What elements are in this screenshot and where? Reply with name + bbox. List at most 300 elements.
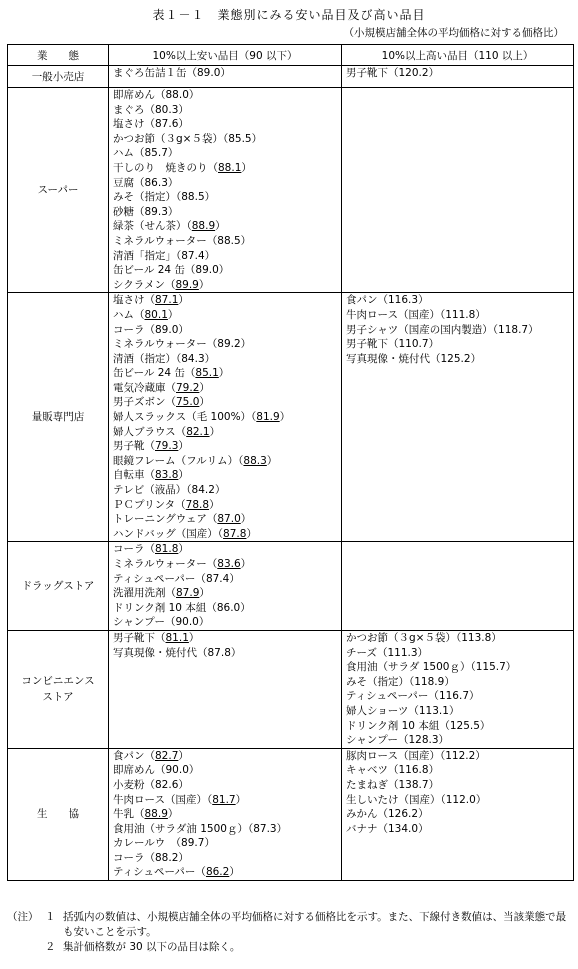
cheap-item [113,851,341,866]
cheap-item [113,66,341,81]
price-ratio: 125.5 [449,719,480,732]
price-ratio: 125.2 [440,352,471,365]
item-name: トレーニングウェア（ [113,513,218,526]
price-ratio: 82.6 [155,778,179,791]
item-name: 婦人スラックス（毛 100%）（ [113,411,257,424]
expensive-item [346,719,573,734]
item-name: ミネラルウォーター（ [113,234,218,247]
lowest-price-ratio: 88.9 [144,808,168,821]
item-name: たまねぎ（ [346,778,399,791]
closing-paren: ） [417,646,429,659]
cheap-items-cell [109,542,342,631]
lowest-price-ratio: 81.1 [165,631,189,644]
lowest-price-ratio: 88.3 [243,454,267,467]
closing-paren: ） [167,176,179,189]
price-ratio: 85.7 [144,147,168,160]
cheap-item [113,601,341,616]
closing-paren: ） [229,866,240,879]
footnote [7,910,573,940]
item-name: 清酒「指定」（ [113,249,182,262]
price-ratio: 87.8 [207,646,231,659]
cheap-item [113,117,341,132]
cheap-item [113,468,341,483]
item-name: 洗濯用洗剤（ [113,587,176,600]
price-ratio: 89.0 [197,67,221,79]
item-name: ミネラルウォーター（ [113,558,218,570]
lowest-price-ratio: 87.0 [217,513,241,526]
cheap-item [113,323,341,338]
closing-paren: ） [240,558,252,570]
expensive-item [346,66,573,81]
closing-paren: ） [204,837,215,850]
cheap-item [113,88,341,103]
cheap-item [113,190,341,205]
lowest-price-ratio: 85.1 [195,367,219,380]
price-ratio: 116.3 [388,294,419,307]
lowest-price-ratio: 87.1 [155,294,179,307]
item-name: 牛肉ロース（国産）（ [346,308,446,321]
closing-paren: ） [178,440,189,453]
item-name: コーラ（ [113,323,155,336]
closing-paren: ） [198,616,210,629]
cheap-items-cell [109,630,342,748]
closing-paren: ） [240,513,252,526]
expensive-item [346,763,573,778]
item-name: シクラメン（ [113,278,176,291]
closing-paren: ） [276,822,288,835]
cheap-item [113,103,341,118]
item-name: 塩さけ（ [113,294,155,307]
table-row [8,293,574,542]
lowest-price-ratio: 79.2 [176,381,200,394]
cheap-item [113,146,341,161]
price-ratio: 118.9 [414,675,445,688]
cheap-item [113,132,341,147]
closing-paren: ） [475,749,486,762]
cheap-item [113,572,341,587]
closing-paren: ） [444,675,455,688]
cheap-item [113,483,341,498]
closing-paren: ） [246,527,257,540]
closing-paren: ） [428,67,440,79]
item-name: 缶ビール 24 缶（ [113,264,196,277]
closing-paren: ） [199,381,210,394]
closing-paren: ） [235,793,247,806]
closing-paren: ） [204,191,216,204]
price-ratio: 134.0 [388,822,419,835]
item-name: コーラ（ [113,543,155,556]
price-comparison-table [7,44,574,881]
closing-paren: ） [167,308,179,321]
price-ratio: 89.0 [155,323,179,336]
cheap-item [113,395,341,410]
closing-paren: ） [448,704,460,717]
business-type-cell: スーパー [8,88,109,293]
expensive-item [346,778,573,793]
item-name: 食パン（ [113,749,155,762]
closing-paren: ） [188,764,200,777]
price-ratio: 88.0 [165,89,189,101]
expensive-item [346,323,573,338]
cheap-item [113,586,341,601]
item-name: まぐろ缶詰１缶（ [113,67,197,79]
closing-paren: ） [209,498,220,511]
item-name: 砂糖（ [113,205,145,218]
price-ratio: 84.2 [191,484,215,497]
closing-paren: ） [178,851,189,864]
closing-paren: ） [215,220,226,233]
closing-paren: ） [241,161,252,174]
closing-paren: ） [178,543,189,556]
cheap-item [113,219,341,234]
price-ratio: 90.0 [175,616,199,629]
expensive-item [346,293,573,308]
item-name: 豆腐（ [113,176,145,189]
cheap-items-cell [109,88,342,293]
expensive-item [346,352,573,367]
item-name: まぐろ（ [113,103,155,116]
footnote-number: ２ [45,941,56,953]
item-name: コーラ（ [113,851,155,864]
item-name: 婦人ブラウス（ [113,425,187,438]
closing-paren: ） [428,764,440,777]
closing-paren: ） [220,67,231,79]
price-ratio: 111.8 [445,308,476,321]
item-name: みそ（指定）（ [113,191,182,204]
closing-paren: ） [491,631,502,644]
price-ratio: 80.3 [155,103,179,116]
closing-paren: ） [198,278,210,291]
price-ratio: 115.7 [475,661,506,674]
item-name: 生しいたけ（国産）（ [346,793,446,806]
cheap-item [113,527,341,542]
closing-paren: ） [204,352,216,365]
item-name: 干しのり 焼きのり（ [113,161,218,174]
item-name: バナナ（ [346,822,388,835]
cheap-item [113,763,341,778]
item-name: 即席めん（ [113,89,166,101]
item-name: 食パン（ [346,294,388,307]
closing-paren: ） [438,734,450,747]
closing-paren: ） [505,661,517,674]
item-name: ドリンク剤 10 本組（ [113,601,217,614]
closing-paren: ） [204,249,216,262]
item-name: 写真現像・焼付代（ [346,352,441,365]
closing-paren: ） [469,690,480,703]
closing-paren: ） [479,719,491,732]
closing-paren: ） [251,132,263,145]
cheap-item [113,352,341,367]
cheap-item [113,749,341,764]
closing-paren: ） [428,778,440,791]
cheap-item [113,454,341,469]
cheap-item [113,542,341,557]
price-ratio: 87.4 [181,249,205,262]
cheap-item [113,278,341,293]
price-ratio: 116.8 [398,764,429,777]
item-name: チーズ（ [346,646,388,659]
price-ratio: 126.2 [388,808,419,821]
item-name: 眼鏡フレーム（フルリム）（ [113,454,244,467]
lowest-price-ratio: 88.1 [218,161,242,174]
table-row [8,630,574,748]
price-ratio: 89.3 [144,205,168,218]
expensive-item [346,337,573,352]
item-name: ドリンク剤 10 本組（ [346,719,450,732]
cheap-item [113,425,341,440]
item-name: 食用油（サラダ 1500ｇ）（ [346,661,476,674]
expensive-item [346,660,573,675]
expensive-item [346,675,573,690]
lowest-price-ratio: 75.0 [176,396,200,409]
item-name: 豚肉ロース（国産）（ [346,749,446,762]
price-ratio: 110.7 [398,338,429,351]
cheap-item [113,205,341,220]
closing-paren: ） [178,294,189,307]
business-type-line: コンビニエンス [21,675,95,688]
price-ratio: 89.2 [217,338,241,351]
price-ratio: 85.5 [228,132,252,145]
cheap-item [113,381,341,396]
cheap-item [113,293,341,308]
cheap-item [113,439,341,454]
table-row [8,542,574,631]
item-name: かつお節（３g×５袋）（ [346,631,462,644]
expensive-items-cell [342,293,574,542]
item-name: ティシュペーパー（ [113,866,206,879]
cheap-items-cell [109,748,342,880]
cheap-item [113,498,341,513]
item-name: ＰＣプリンタ（ [113,498,186,511]
item-name: 男子靴（ [113,440,155,453]
closing-paren: ） [199,396,210,409]
item-name: みそ（指定）（ [346,675,415,688]
item-name: 牛肉ロース（国産）（ [113,793,213,806]
lowest-price-ratio: 81.7 [212,793,236,806]
closing-paren: ） [188,89,200,101]
item-name: ティシュペーパー（ [346,690,439,703]
closing-paren: ） [188,631,200,644]
closing-paren: ） [418,808,429,821]
item-name: 即席めん（ [113,764,166,777]
expensive-item [346,646,573,661]
price-ratio: 87.3 [253,822,277,835]
closing-paren: ） [266,454,278,467]
closing-paren: ） [240,338,252,351]
lowest-price-ratio: 88.9 [191,220,216,233]
cheap-item [113,249,341,264]
item-name: ハム（ [113,308,145,321]
lowest-price-ratio: 87.8 [223,527,247,540]
closing-paren: ） [178,749,189,762]
lowest-price-ratio: 80.1 [144,308,168,321]
price-ratio: 89.7 [181,837,205,850]
cheap-item [113,615,341,630]
table-row [8,88,574,293]
price-ratio: 88.5 [217,234,241,247]
lowest-price-ratio: 83.8 [155,469,179,482]
cheap-item [113,865,341,880]
price-ratio: 112.0 [445,793,476,806]
item-name: 男子靴下（ [346,67,399,79]
price-ratio: 90.0 [165,764,189,777]
business-type-cell: 一般小売店 [8,66,109,88]
table-subtitle: （小規模店舗全体の平均価格に対する価格比） [343,27,564,39]
cheap-item [113,631,341,646]
cheap-item [113,512,341,527]
closing-paren: ） [428,338,440,351]
closing-paren: ） [418,822,429,835]
closing-paren: ） [167,147,179,160]
expensive-item [346,793,573,808]
expensive-items-cell [342,66,574,88]
item-name: 緑茶（せん茶）（ [113,220,192,233]
lowest-price-ratio: 89.9 [175,278,199,291]
closing-paren: ） [167,808,179,821]
expensive-item [346,689,573,704]
cheap-item [113,337,341,352]
closing-paren: ） [230,646,242,659]
closing-paren: ） [470,352,482,365]
cheap-items-cell [109,66,342,88]
footnote-number: １ [45,911,56,923]
cheap-item [113,308,341,323]
header-cheap-items: 10%以上安い品目（90 以下） [109,45,342,66]
lowest-price-ratio: 83.6 [217,558,241,570]
cheap-item [113,793,341,808]
closing-paren: ） [167,205,179,218]
price-ratio: 113.8 [461,631,492,644]
closing-paren: ） [218,264,230,277]
business-type-line: ストア [42,691,74,704]
business-type-cell: ドラッグストア [8,542,109,631]
closing-paren: ） [178,103,189,116]
price-ratio: 88.5 [181,191,205,204]
item-name: ハム（ [113,147,145,160]
item-name: 婦人ショーツ（ [346,704,419,717]
closing-paren: ） [218,367,230,380]
cheap-item [113,234,341,249]
price-ratio: 111.3 [387,646,418,659]
item-name: 食用油（サラダ油 1500ｇ）（ [113,822,254,835]
cheap-item [113,836,341,851]
table-row [8,66,574,88]
lowest-price-ratio: 81.9 [256,411,280,424]
price-ratio: 86.0 [216,601,241,614]
price-ratio: 84.3 [181,352,205,365]
cheap-item [113,778,341,793]
lowest-price-ratio: 81.8 [155,543,179,556]
closing-paren: ） [178,469,189,482]
item-name: 男子靴下（ [113,631,166,644]
footnote-text: 集計価格数が 30 以下の品目は除く。 [63,941,241,953]
item-name: ミネラルウォーター（ [113,338,218,351]
cheap-items-cell [109,293,342,542]
item-name: 缶ビール 24 缶（ [113,367,196,380]
closing-paren: ） [475,308,486,321]
closing-paren: ） [229,572,240,585]
lowest-price-ratio: 79.3 [155,440,179,453]
cheap-item [113,410,341,425]
price-ratio: 118.7 [498,323,529,336]
lowest-price-ratio: 78.8 [185,498,210,511]
item-name: カレールウ （ [113,837,182,850]
price-ratio: 138.7 [398,778,429,791]
cheap-item [113,176,341,191]
closing-paren: ） [528,323,539,336]
expensive-item [346,822,573,837]
item-name: 電気冷蔵庫（ [113,381,176,394]
item-name: 清酒（指定）（ [113,352,182,365]
price-ratio: 87.6 [155,118,179,131]
expensive-item [346,807,573,822]
item-name: 牛乳（ [113,808,145,821]
item-name: 小麦粉（ [113,778,155,791]
lowest-price-ratio: 82.1 [186,425,210,438]
closing-paren: ） [178,323,189,336]
expensive-item [346,733,573,748]
closing-paren: ） [418,294,429,307]
item-name: みかん（ [346,808,388,821]
price-ratio: 120.2 [398,67,429,79]
closing-paren: ） [178,778,189,791]
closing-paren: ） [178,118,189,131]
business-type-cell [8,630,109,748]
expensive-items-cell [342,630,574,748]
cheap-item [113,161,341,176]
footnote-label [7,940,45,955]
header-expensive-items: 10%以上高い品目（110 以上） [342,45,574,66]
item-name: シャンプー（ [113,616,176,629]
cheap-item [113,807,341,822]
closing-paren: ） [240,234,252,247]
footnote-text: 括弧内の数値は、小規模店舗全体の平均価格に対する価格比を示す。また、下線付き数値は、当該業態で最も安いことを示す。 [63,911,567,938]
item-name: 男子靴下（ [346,338,399,351]
cheap-item [113,557,341,572]
price-ratio: 128.3 [408,734,439,747]
price-ratio: 116.7 [438,690,469,703]
cheap-item [113,646,341,661]
closing-paren: ） [240,601,251,614]
footnote-label: （注） [7,911,39,923]
expensive-items-cell [342,88,574,293]
cheap-item [113,263,341,278]
business-type-cell: 量販専門店 [8,293,109,542]
item-name: 男子ズボン（ [113,396,176,409]
cheap-item [113,366,341,381]
price-ratio: 87.4 [205,572,230,585]
price-ratio: 113.1 [418,704,449,717]
footnote [7,940,573,955]
footnotes [7,910,573,955]
lowest-price-ratio: 86.2 [205,866,230,879]
item-name: テレビ（液晶）（ [113,484,192,497]
closing-paren: ） [214,484,226,497]
header-business-type: 業 態 [8,45,109,66]
closing-paren: ） [279,411,291,424]
closing-paren: ） [475,793,487,806]
item-name: ハンドバッグ（国産）（ [113,527,224,540]
closing-paren: ） [209,425,221,438]
price-ratio: 112.2 [445,749,476,762]
item-name: 写真現像・焼付代（ [113,646,208,659]
expensive-item [346,704,573,719]
lowest-price-ratio: 87.9 [176,587,200,600]
item-name: ティシュペーパー（ [113,572,206,585]
business-type-cell: 生 協 [8,748,109,880]
expensive-item [346,631,573,646]
expensive-item [346,308,573,323]
